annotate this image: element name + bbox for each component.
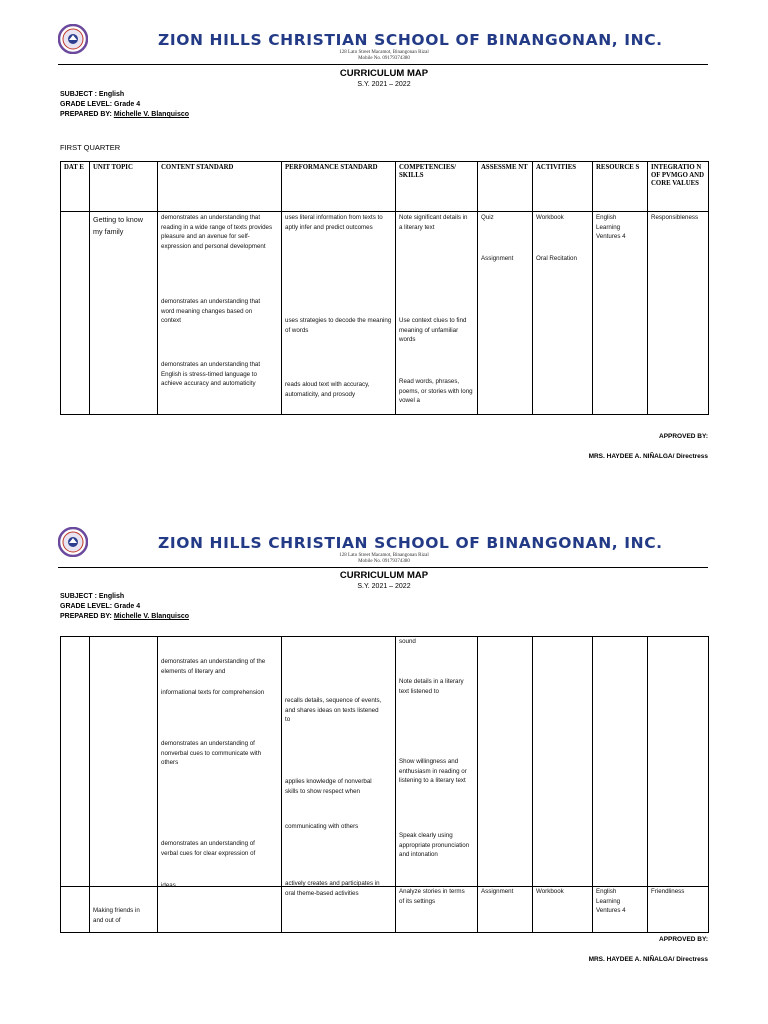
meta-block — [60, 90, 189, 120]
performance-standard-text: recalls details, sequence of events, and shares ideas on texts listened to — [285, 697, 382, 723]
unit-topic-text: Making friends in and out of — [93, 907, 140, 924]
doc-title: CURRICULUM MAP — [339, 68, 429, 79]
integration-text: Responsibleness — [651, 214, 699, 221]
unit-topic-cell — [90, 887, 158, 933]
competencies-text: Note details in a literary text listened to — [399, 678, 464, 695]
competencies-cell — [396, 637, 478, 887]
table-row — [61, 637, 709, 887]
integration-cell — [648, 637, 709, 887]
assessment-cell — [478, 212, 533, 415]
content-standard-text: demonstrates an understanding of the elements of literary and — [161, 658, 266, 675]
content-standard-text: demonstrates an understanding of verbal cues for clear expression of — [161, 840, 256, 857]
activities-text: Workbook — [536, 214, 564, 221]
competencies-cell — [396, 212, 478, 415]
school-name: ZION HILLS CHRISTIAN SCHOOL OF BINANGONAN, INC. — [158, 534, 663, 552]
competencies-text: Note significant details in a literary text — [399, 214, 468, 231]
performance-standard-cell — [282, 880, 396, 933]
col-date: DAT E — [61, 162, 90, 212]
school-address: 128 Lato Street Macamot, Binangonan Rizal — [339, 50, 429, 55]
approved-by-label: APPROVED BY: — [659, 433, 708, 440]
curriculum-table-2 — [60, 636, 709, 933]
integration-cell — [648, 212, 709, 415]
quarter-label: FIRST QUARTER — [60, 143, 121, 152]
header-divider — [58, 64, 708, 65]
performance-standard-cell — [282, 637, 396, 887]
subject-line: SUBJECT : English — [60, 91, 125, 98]
content-standard-cell — [158, 212, 282, 415]
competencies-text: Read words, phrases, poems, or stories with long vowel a — [399, 378, 473, 404]
date-cell — [61, 212, 90, 415]
activities-cell — [533, 637, 593, 887]
assessment-cell — [478, 887, 533, 933]
resources-cell — [593, 637, 648, 887]
competencies-text: Speak clearly using appropriate pronunciation and intonation — [399, 832, 470, 858]
prepared-by-label: PREPARED BY: — [60, 613, 112, 620]
col-performance-standard: PERFORMANCE STANDARD — [282, 162, 396, 212]
approver-name: MRS. HAYDEE A. NIÑALGA/ Directress — [588, 956, 708, 963]
doc-title: CURRICULUM MAP — [339, 570, 429, 581]
col-activities: ACTIVITIES — [533, 162, 593, 212]
col-unit-topic: UNIT TOPIC — [90, 162, 158, 212]
col-assessment: ASSESSME NT — [478, 162, 533, 212]
school-year: S.Y. 2021 – 2022 — [357, 81, 411, 88]
prepared-by-name: Michelle V. Blanquisco — [113, 111, 190, 118]
page-2 — [0, 500, 768, 1024]
activities-text: Workbook — [536, 888, 564, 895]
performance-standard-text: uses strategies to decode the meaning of words — [285, 317, 392, 334]
col-content-standard: CONTENT STANDARD — [158, 162, 282, 212]
activities-cell — [533, 887, 593, 933]
content-standard-text: informational texts for comprehension — [161, 689, 265, 696]
resources-text: English Learning Ventures 4 — [596, 214, 626, 240]
date-cell — [61, 887, 90, 933]
col-integration: INTEGRATIO N OF PVMGO AND CORE VALUES — [648, 162, 709, 212]
content-standard-text: demonstrates an understanding of nonverbal cues to communicate with others — [161, 740, 262, 766]
content-standard-cell — [158, 637, 282, 887]
content-standard-text: demonstrates an understanding that word meaning changes based on context — [161, 298, 261, 324]
content-standard-text: demonstrates an understanding that English is stress-timed language to achieve accuracy and automaticity — [161, 361, 261, 387]
col-resources: RESOURCE S — [593, 162, 648, 212]
competencies-text: Show willingness and enthusiasm in reading or listening to a literary text — [399, 758, 467, 784]
content-standard-cell — [158, 882, 282, 933]
content-standard-text: ideas — [161, 882, 176, 889]
subject-line: SUBJECT : English — [60, 593, 125, 600]
table-row — [61, 887, 709, 933]
resources-cell — [593, 887, 648, 933]
date-cell — [61, 637, 90, 887]
integration-text: Friendliness — [651, 888, 685, 895]
school-mobile: Mobile No. 09179374380 — [358, 56, 410, 61]
grade-level-line: GRADE LEVEL: Grade 4 — [60, 101, 141, 108]
resources-text: English Learning Ventures 4 — [596, 888, 626, 914]
performance-standard-text: actively creates and participates in oral theme-based activities — [285, 880, 380, 897]
assessment-cell — [478, 637, 533, 887]
unit-topic-text: Getting to know my family — [93, 215, 143, 236]
competencies-text: Use context clues to find meaning of unfamiliar words — [399, 317, 467, 343]
prepared-by-label: PREPARED BY: — [60, 111, 112, 118]
assessment-text: Assignment — [481, 888, 514, 895]
performance-standard-text: applies knowledge of nonverbal skills to show respect when — [285, 778, 372, 795]
page-1 — [0, 0, 768, 480]
competencies-text: Analyze stories in terms of its settings — [399, 888, 465, 905]
approved-by-label: APPROVED BY: — [659, 936, 708, 943]
prepared-by-line — [60, 612, 189, 622]
prepared-by-line — [60, 110, 189, 120]
curriculum-table-1 — [60, 161, 709, 415]
activities-cell — [533, 212, 593, 415]
school-year: S.Y. 2021 – 2022 — [357, 583, 411, 590]
performance-standard-text: reads aloud text with accuracy, automaticity, and prosody — [285, 381, 370, 398]
integration-cell — [648, 887, 709, 933]
assessment-text: Quiz — [481, 214, 494, 221]
competencies-text: sound — [399, 638, 416, 645]
content-standard-text: demonstrates an understanding that reading in a wide range of texts provides pleasure and an avenue for self-expression and personal development — [161, 214, 273, 250]
school-address: 128 Lato Street Macamot, Binangonan Rizal — [339, 553, 429, 558]
activities-text: Oral Recitation — [536, 255, 577, 262]
competencies-cell — [396, 887, 478, 933]
grade-level-line: GRADE LEVEL: Grade 4 — [60, 603, 141, 610]
col-competencies: COMPETENCIES/ SKILLS — [396, 162, 478, 212]
performance-standard-text: communicating with others — [285, 823, 359, 830]
table-header-row — [61, 162, 709, 212]
header-divider — [58, 567, 708, 568]
table-row — [61, 212, 709, 415]
school-mobile: Mobile No. 09179374380 — [358, 559, 410, 564]
resources-cell — [593, 212, 648, 415]
meta-block — [60, 592, 189, 622]
prepared-by-name: Michelle V. Blanquisco — [113, 613, 190, 620]
unit-topic-cell — [90, 637, 158, 887]
performance-standard-text: uses literal information from texts to aptly infer and predict outcomes — [285, 214, 383, 231]
performance-standard-cell — [282, 212, 396, 415]
approver-name: MRS. HAYDEE A. NIÑALGA/ Directress — [588, 453, 708, 460]
school-name: ZION HILLS CHRISTIAN SCHOOL OF BINANGONAN, INC. — [158, 31, 663, 49]
assessment-text: Assignment — [481, 255, 514, 262]
unit-topic-cell — [90, 212, 158, 415]
